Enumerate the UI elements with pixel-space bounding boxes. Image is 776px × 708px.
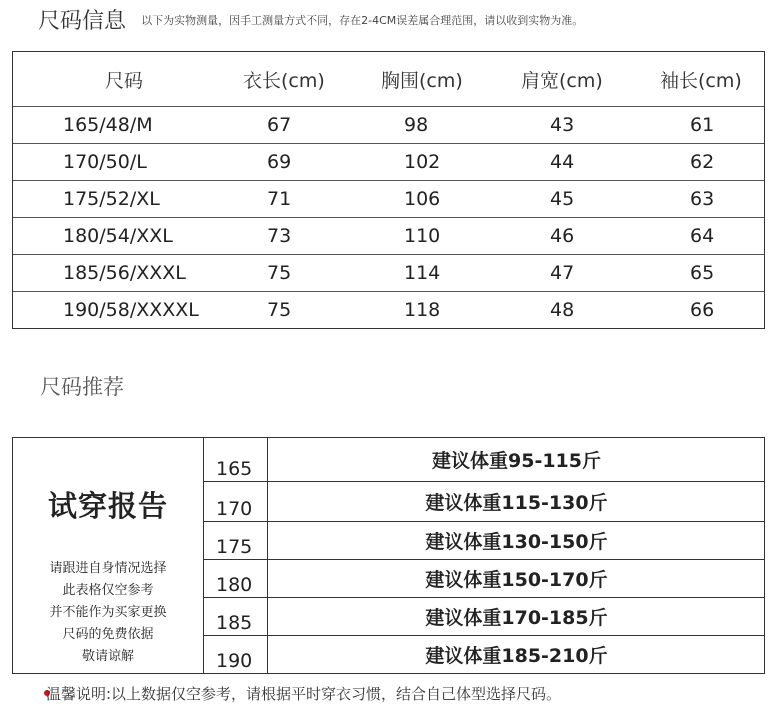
sleeve-cell: 63: [690, 188, 715, 210]
weight-cell: 建议体重185-210斤: [425, 645, 608, 667]
table-row: [13, 255, 764, 292]
length-cell: 69: [267, 151, 292, 173]
weight-cell: 建议体重130-150斤: [425, 531, 608, 553]
column-header-chest: 胸围(cm): [381, 69, 463, 92]
report-note-line: 此表格仅空参考: [62, 583, 154, 598]
chest-cell: 118: [404, 299, 441, 321]
recommend-row: [204, 482, 765, 522]
shoulder-cell: 45: [550, 188, 575, 210]
size-table: [12, 51, 765, 329]
size-cell: 180/54/XXL: [63, 225, 173, 247]
shoulder-cell: 46: [550, 225, 575, 247]
height-cell: 190: [204, 636, 268, 673]
height-cell: 180: [204, 560, 268, 597]
sleeve-cell: 66: [690, 299, 715, 321]
section-title-recommend: 尺码推荐: [40, 375, 124, 399]
size-cell: 170/50/L: [63, 151, 147, 173]
weight-cell: 建议体重170-185斤: [425, 607, 608, 629]
report-notes: [13, 558, 203, 668]
report-note-line: 敬请谅解: [81, 649, 134, 664]
chest-cell: 106: [404, 188, 441, 210]
height-cell: 185: [204, 598, 268, 635]
footer-note: 温馨说明:以上数据仅空参考，请根据平时穿衣习惯，结合自己体型选择尺码。: [46, 685, 562, 703]
shoulder-cell: 48: [550, 299, 575, 321]
weight-cell: 建议体重115-130斤: [425, 492, 608, 514]
column-header-sleeve: 袖长(cm): [660, 69, 742, 92]
shoulder-cell: 44: [550, 151, 575, 173]
sleeve-cell: 65: [690, 262, 715, 284]
length-cell: 73: [267, 225, 292, 247]
report-note-line: 并不能作为买家更换: [49, 605, 167, 620]
fitting-report-table: [12, 437, 765, 674]
recommend-row: [204, 438, 765, 482]
measurement-note: 以下为实物测量，因手工测量方式不同，存在2-4CM误差属合理范围，请以收到实物为准。: [141, 13, 584, 27]
column-header-length: 衣长(cm): [243, 69, 325, 92]
column-header-size: 尺码: [105, 69, 144, 92]
table-row: [13, 218, 764, 255]
height-cell: 170: [204, 482, 268, 521]
sleeve-cell: 61: [690, 114, 715, 136]
size-cell: 190/58/XXXXL: [63, 299, 199, 321]
recommend-row: [204, 636, 765, 673]
report-summary-cell: [13, 438, 204, 673]
length-cell: 75: [267, 299, 292, 321]
size-table-header: [13, 52, 764, 107]
recommend-row: [204, 522, 765, 560]
size-cell: 175/52/XL: [63, 188, 160, 210]
chest-cell: 114: [404, 262, 441, 284]
table-row: [13, 144, 764, 181]
weight-cell: 建议体重95-115斤: [432, 450, 601, 472]
size-cell: 165/48/M: [63, 114, 153, 136]
report-note-line: 请跟进自身情况选择: [49, 561, 167, 576]
chest-cell: 110: [404, 225, 441, 247]
height-cell: 165: [204, 438, 268, 481]
length-cell: 71: [267, 188, 292, 210]
chest-cell: 102: [404, 151, 441, 173]
column-header-shoulder: 肩宽(cm): [521, 69, 603, 92]
chest-cell: 98: [404, 114, 429, 136]
page-title: 尺码信息: [38, 9, 127, 34]
shoulder-cell: 43: [550, 114, 575, 136]
shoulder-cell: 47: [550, 262, 575, 284]
report-note-line: 尺码的免费依据: [62, 627, 154, 642]
length-cell: 75: [267, 262, 292, 284]
length-cell: 67: [267, 114, 292, 136]
header: [38, 4, 583, 34]
sleeve-cell: 64: [690, 225, 715, 247]
table-row: [13, 107, 764, 144]
table-row: [13, 292, 764, 328]
weight-cell: 建议体重150-170斤: [425, 569, 608, 591]
height-cell: 175: [204, 522, 268, 559]
recommend-row: [204, 598, 765, 636]
recommend-row: [204, 560, 765, 598]
table-row: [13, 181, 764, 218]
size-cell: 185/56/XXXL: [63, 262, 186, 284]
sleeve-cell: 62: [690, 151, 715, 173]
report-title: 试穿报告: [47, 489, 168, 523]
